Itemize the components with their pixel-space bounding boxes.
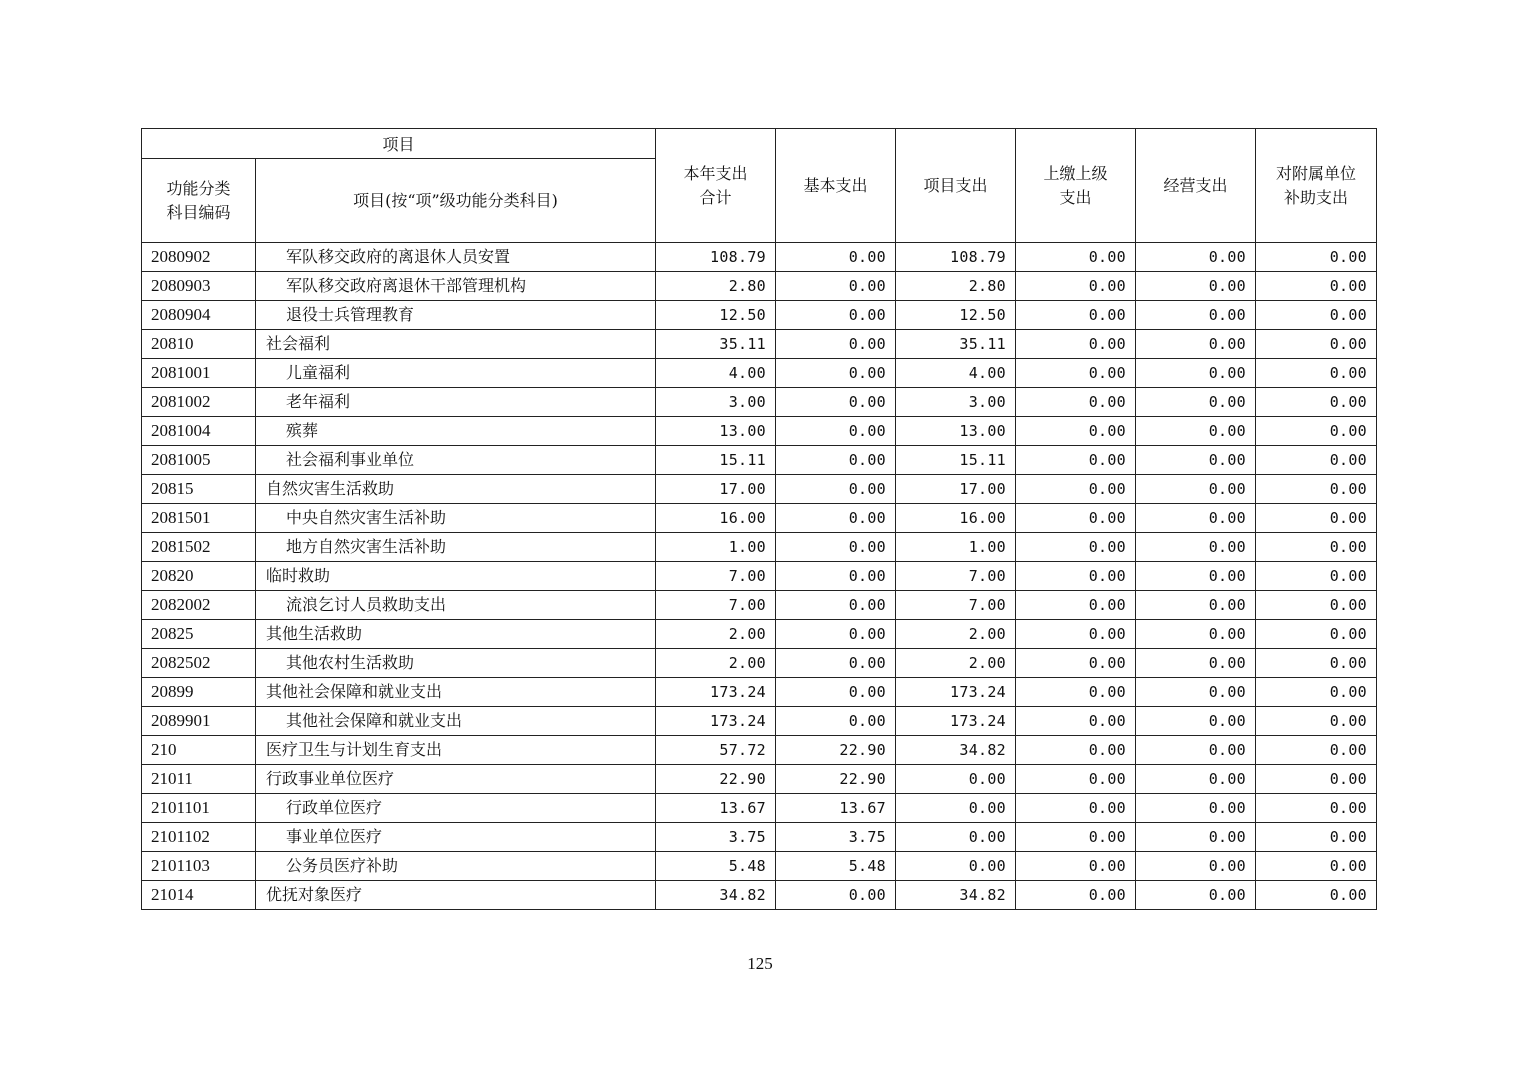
cell-name: 中央自然灾害生活补助 bbox=[256, 504, 656, 533]
table-body bbox=[142, 243, 1377, 910]
cell-total: 173.24 bbox=[656, 707, 776, 736]
header-basic: 基本支出 bbox=[776, 129, 896, 243]
cell-project: 17.00 bbox=[896, 475, 1016, 504]
cell-code: 2089901 bbox=[142, 707, 256, 736]
header-project: 项目支出 bbox=[896, 129, 1016, 243]
cell-upper: 0.00 bbox=[1016, 330, 1136, 359]
table-row bbox=[142, 591, 1377, 620]
cell-total: 2.00 bbox=[656, 649, 776, 678]
cell-code: 2081002 bbox=[142, 388, 256, 417]
cell-name: 殡葬 bbox=[256, 417, 656, 446]
cell-project: 2.80 bbox=[896, 272, 1016, 301]
cell-business: 0.00 bbox=[1136, 504, 1256, 533]
table-row bbox=[142, 794, 1377, 823]
cell-name: 军队移交政府的离退休人员安置 bbox=[256, 243, 656, 272]
cell-project: 108.79 bbox=[896, 243, 1016, 272]
cell-project: 2.00 bbox=[896, 620, 1016, 649]
table-row bbox=[142, 649, 1377, 678]
cell-basic: 0.00 bbox=[776, 330, 896, 359]
cell-upper: 0.00 bbox=[1016, 359, 1136, 388]
cell-business: 0.00 bbox=[1136, 707, 1256, 736]
cell-code: 2082502 bbox=[142, 649, 256, 678]
cell-business: 0.00 bbox=[1136, 272, 1256, 301]
cell-basic: 0.00 bbox=[776, 388, 896, 417]
cell-upper: 0.00 bbox=[1016, 794, 1136, 823]
cell-business: 0.00 bbox=[1136, 562, 1256, 591]
cell-code: 2101102 bbox=[142, 823, 256, 852]
cell-project: 34.82 bbox=[896, 736, 1016, 765]
cell-project: 35.11 bbox=[896, 330, 1016, 359]
cell-business: 0.00 bbox=[1136, 359, 1256, 388]
cell-business: 0.00 bbox=[1136, 388, 1256, 417]
cell-subsidy: 0.00 bbox=[1256, 562, 1377, 591]
cell-business: 0.00 bbox=[1136, 823, 1256, 852]
cell-code: 21011 bbox=[142, 765, 256, 794]
cell-business: 0.00 bbox=[1136, 446, 1256, 475]
cell-business: 0.00 bbox=[1136, 620, 1256, 649]
cell-project: 13.00 bbox=[896, 417, 1016, 446]
cell-upper: 0.00 bbox=[1016, 678, 1136, 707]
cell-business: 0.00 bbox=[1136, 301, 1256, 330]
cell-basic: 22.90 bbox=[776, 765, 896, 794]
cell-code: 2081001 bbox=[142, 359, 256, 388]
cell-code: 2080903 bbox=[142, 272, 256, 301]
table-row bbox=[142, 736, 1377, 765]
cell-basic: 0.00 bbox=[776, 243, 896, 272]
table-row bbox=[142, 330, 1377, 359]
cell-upper: 0.00 bbox=[1016, 243, 1136, 272]
cell-upper: 0.00 bbox=[1016, 591, 1136, 620]
cell-business: 0.00 bbox=[1136, 649, 1256, 678]
cell-business: 0.00 bbox=[1136, 736, 1256, 765]
table-row bbox=[142, 562, 1377, 591]
cell-name: 军队移交政府离退休干部管理机构 bbox=[256, 272, 656, 301]
cell-upper: 0.00 bbox=[1016, 852, 1136, 881]
cell-upper: 0.00 bbox=[1016, 475, 1136, 504]
header-item-group: 项目 bbox=[142, 129, 656, 159]
cell-subsidy: 0.00 bbox=[1256, 881, 1377, 910]
cell-subsidy: 0.00 bbox=[1256, 388, 1377, 417]
table-header bbox=[142, 129, 1377, 243]
cell-business: 0.00 bbox=[1136, 881, 1256, 910]
cell-basic: 5.48 bbox=[776, 852, 896, 881]
cell-basic: 13.67 bbox=[776, 794, 896, 823]
cell-code: 2080904 bbox=[142, 301, 256, 330]
cell-subsidy: 0.00 bbox=[1256, 794, 1377, 823]
cell-code: 20899 bbox=[142, 678, 256, 707]
cell-name: 地方自然灾害生活补助 bbox=[256, 533, 656, 562]
cell-project: 15.11 bbox=[896, 446, 1016, 475]
cell-basic: 0.00 bbox=[776, 620, 896, 649]
cell-upper: 0.00 bbox=[1016, 388, 1136, 417]
cell-project: 34.82 bbox=[896, 881, 1016, 910]
cell-subsidy: 0.00 bbox=[1256, 765, 1377, 794]
cell-project: 7.00 bbox=[896, 591, 1016, 620]
cell-name: 行政事业单位医疗 bbox=[256, 765, 656, 794]
cell-upper: 0.00 bbox=[1016, 620, 1136, 649]
table-row bbox=[142, 243, 1377, 272]
cell-basic: 3.75 bbox=[776, 823, 896, 852]
cell-basic: 0.00 bbox=[776, 591, 896, 620]
cell-total: 5.48 bbox=[656, 852, 776, 881]
cell-upper: 0.00 bbox=[1016, 649, 1136, 678]
header-item-name: 项目(按“项”级功能分类科目) bbox=[256, 159, 656, 243]
cell-code: 2101101 bbox=[142, 794, 256, 823]
table-row bbox=[142, 881, 1377, 910]
table-row bbox=[142, 533, 1377, 562]
cell-total: 4.00 bbox=[656, 359, 776, 388]
cell-total: 34.82 bbox=[656, 881, 776, 910]
cell-code: 20815 bbox=[142, 475, 256, 504]
cell-basic: 0.00 bbox=[776, 533, 896, 562]
expenditure-table-container bbox=[141, 128, 1376, 910]
header-total: 本年支出 合计 bbox=[656, 129, 776, 243]
cell-upper: 0.00 bbox=[1016, 562, 1136, 591]
cell-name: 退役士兵管理教育 bbox=[256, 301, 656, 330]
table-row bbox=[142, 417, 1377, 446]
cell-name: 自然灾害生活救助 bbox=[256, 475, 656, 504]
cell-total: 2.00 bbox=[656, 620, 776, 649]
cell-project: 0.00 bbox=[896, 765, 1016, 794]
cell-project: 0.00 bbox=[896, 852, 1016, 881]
cell-business: 0.00 bbox=[1136, 852, 1256, 881]
table-row bbox=[142, 388, 1377, 417]
cell-name: 其他农村生活救助 bbox=[256, 649, 656, 678]
cell-upper: 0.00 bbox=[1016, 301, 1136, 330]
cell-subsidy: 0.00 bbox=[1256, 417, 1377, 446]
cell-code: 20820 bbox=[142, 562, 256, 591]
cell-subsidy: 0.00 bbox=[1256, 852, 1377, 881]
cell-code: 2081005 bbox=[142, 446, 256, 475]
cell-basic: 0.00 bbox=[776, 881, 896, 910]
cell-basic: 0.00 bbox=[776, 301, 896, 330]
cell-project: 0.00 bbox=[896, 794, 1016, 823]
table-row bbox=[142, 707, 1377, 736]
cell-total: 3.00 bbox=[656, 388, 776, 417]
cell-subsidy: 0.00 bbox=[1256, 272, 1377, 301]
table-row bbox=[142, 301, 1377, 330]
header-code: 功能分类 科目编码 bbox=[142, 159, 256, 243]
cell-subsidy: 0.00 bbox=[1256, 301, 1377, 330]
cell-business: 0.00 bbox=[1136, 417, 1256, 446]
table-row bbox=[142, 504, 1377, 533]
table-row bbox=[142, 678, 1377, 707]
cell-upper: 0.00 bbox=[1016, 881, 1136, 910]
cell-subsidy: 0.00 bbox=[1256, 736, 1377, 765]
cell-total: 7.00 bbox=[656, 591, 776, 620]
cell-name: 医疗卫生与计划生育支出 bbox=[256, 736, 656, 765]
cell-basic: 0.00 bbox=[776, 475, 896, 504]
cell-total: 17.00 bbox=[656, 475, 776, 504]
cell-basic: 0.00 bbox=[776, 359, 896, 388]
cell-code: 2080902 bbox=[142, 243, 256, 272]
cell-code: 2081501 bbox=[142, 504, 256, 533]
cell-total: 7.00 bbox=[656, 562, 776, 591]
cell-business: 0.00 bbox=[1136, 794, 1256, 823]
cell-basic: 0.00 bbox=[776, 417, 896, 446]
cell-subsidy: 0.00 bbox=[1256, 707, 1377, 736]
cell-basic: 0.00 bbox=[776, 649, 896, 678]
cell-subsidy: 0.00 bbox=[1256, 504, 1377, 533]
cell-code: 20810 bbox=[142, 330, 256, 359]
cell-business: 0.00 bbox=[1136, 591, 1256, 620]
cell-project: 7.00 bbox=[896, 562, 1016, 591]
table-row bbox=[142, 272, 1377, 301]
cell-name: 其他生活救助 bbox=[256, 620, 656, 649]
cell-total: 12.50 bbox=[656, 301, 776, 330]
cell-basic: 0.00 bbox=[776, 446, 896, 475]
table-row bbox=[142, 823, 1377, 852]
cell-name: 社会福利事业单位 bbox=[256, 446, 656, 475]
cell-project: 4.00 bbox=[896, 359, 1016, 388]
cell-code: 210 bbox=[142, 736, 256, 765]
cell-project: 3.00 bbox=[896, 388, 1016, 417]
cell-project: 173.24 bbox=[896, 678, 1016, 707]
cell-subsidy: 0.00 bbox=[1256, 446, 1377, 475]
cell-subsidy: 0.00 bbox=[1256, 359, 1377, 388]
table-row bbox=[142, 446, 1377, 475]
table-row bbox=[142, 475, 1377, 504]
cell-total: 13.00 bbox=[656, 417, 776, 446]
cell-subsidy: 0.00 bbox=[1256, 533, 1377, 562]
cell-total: 2.80 bbox=[656, 272, 776, 301]
cell-total: 57.72 bbox=[656, 736, 776, 765]
cell-upper: 0.00 bbox=[1016, 765, 1136, 794]
table-row bbox=[142, 852, 1377, 881]
cell-code: 2101103 bbox=[142, 852, 256, 881]
cell-total: 16.00 bbox=[656, 504, 776, 533]
page-number: 125 bbox=[747, 954, 773, 973]
cell-name: 其他社会保障和就业支出 bbox=[256, 678, 656, 707]
cell-business: 0.00 bbox=[1136, 243, 1256, 272]
cell-project: 1.00 bbox=[896, 533, 1016, 562]
cell-business: 0.00 bbox=[1136, 678, 1256, 707]
header-row-top bbox=[142, 129, 1377, 159]
cell-total: 173.24 bbox=[656, 678, 776, 707]
cell-project: 2.00 bbox=[896, 649, 1016, 678]
cell-total: 22.90 bbox=[656, 765, 776, 794]
cell-name: 事业单位医疗 bbox=[256, 823, 656, 852]
cell-subsidy: 0.00 bbox=[1256, 475, 1377, 504]
cell-name: 临时救助 bbox=[256, 562, 656, 591]
cell-subsidy: 0.00 bbox=[1256, 243, 1377, 272]
cell-subsidy: 0.00 bbox=[1256, 823, 1377, 852]
cell-subsidy: 0.00 bbox=[1256, 620, 1377, 649]
cell-upper: 0.00 bbox=[1016, 736, 1136, 765]
header-upper: 上缴上级 支出 bbox=[1016, 129, 1136, 243]
cell-upper: 0.00 bbox=[1016, 707, 1136, 736]
cell-name: 公务员医疗补助 bbox=[256, 852, 656, 881]
cell-basic: 0.00 bbox=[776, 504, 896, 533]
cell-project: 12.50 bbox=[896, 301, 1016, 330]
cell-business: 0.00 bbox=[1136, 765, 1256, 794]
cell-project: 16.00 bbox=[896, 504, 1016, 533]
cell-basic: 0.00 bbox=[776, 678, 896, 707]
cell-subsidy: 0.00 bbox=[1256, 678, 1377, 707]
cell-code: 2081502 bbox=[142, 533, 256, 562]
cell-total: 1.00 bbox=[656, 533, 776, 562]
cell-upper: 0.00 bbox=[1016, 446, 1136, 475]
cell-code: 2082002 bbox=[142, 591, 256, 620]
cell-subsidy: 0.00 bbox=[1256, 330, 1377, 359]
cell-total: 13.67 bbox=[656, 794, 776, 823]
table-row bbox=[142, 620, 1377, 649]
cell-project: 173.24 bbox=[896, 707, 1016, 736]
cell-name: 社会福利 bbox=[256, 330, 656, 359]
cell-upper: 0.00 bbox=[1016, 417, 1136, 446]
cell-business: 0.00 bbox=[1136, 475, 1256, 504]
cell-name: 优抚对象医疗 bbox=[256, 881, 656, 910]
cell-name: 老年福利 bbox=[256, 388, 656, 417]
cell-basic: 0.00 bbox=[776, 562, 896, 591]
cell-name: 儿童福利 bbox=[256, 359, 656, 388]
cell-total: 35.11 bbox=[656, 330, 776, 359]
cell-upper: 0.00 bbox=[1016, 823, 1136, 852]
header-subsidy: 对附属单位 补助支出 bbox=[1256, 129, 1377, 243]
cell-total: 3.75 bbox=[656, 823, 776, 852]
cell-name: 行政单位医疗 bbox=[256, 794, 656, 823]
cell-project: 0.00 bbox=[896, 823, 1016, 852]
cell-code: 20825 bbox=[142, 620, 256, 649]
cell-subsidy: 0.00 bbox=[1256, 591, 1377, 620]
expenditure-table bbox=[141, 128, 1377, 910]
cell-basic: 0.00 bbox=[776, 707, 896, 736]
cell-total: 108.79 bbox=[656, 243, 776, 272]
cell-business: 0.00 bbox=[1136, 533, 1256, 562]
cell-upper: 0.00 bbox=[1016, 504, 1136, 533]
cell-upper: 0.00 bbox=[1016, 533, 1136, 562]
cell-basic: 0.00 bbox=[776, 272, 896, 301]
cell-subsidy: 0.00 bbox=[1256, 649, 1377, 678]
cell-business: 0.00 bbox=[1136, 330, 1256, 359]
cell-name: 其他社会保障和就业支出 bbox=[256, 707, 656, 736]
cell-code: 2081004 bbox=[142, 417, 256, 446]
table-row bbox=[142, 765, 1377, 794]
cell-basic: 22.90 bbox=[776, 736, 896, 765]
cell-name: 流浪乞讨人员救助支出 bbox=[256, 591, 656, 620]
cell-upper: 0.00 bbox=[1016, 272, 1136, 301]
cell-code: 21014 bbox=[142, 881, 256, 910]
header-business: 经营支出 bbox=[1136, 129, 1256, 243]
table-row bbox=[142, 359, 1377, 388]
cell-total: 15.11 bbox=[656, 446, 776, 475]
